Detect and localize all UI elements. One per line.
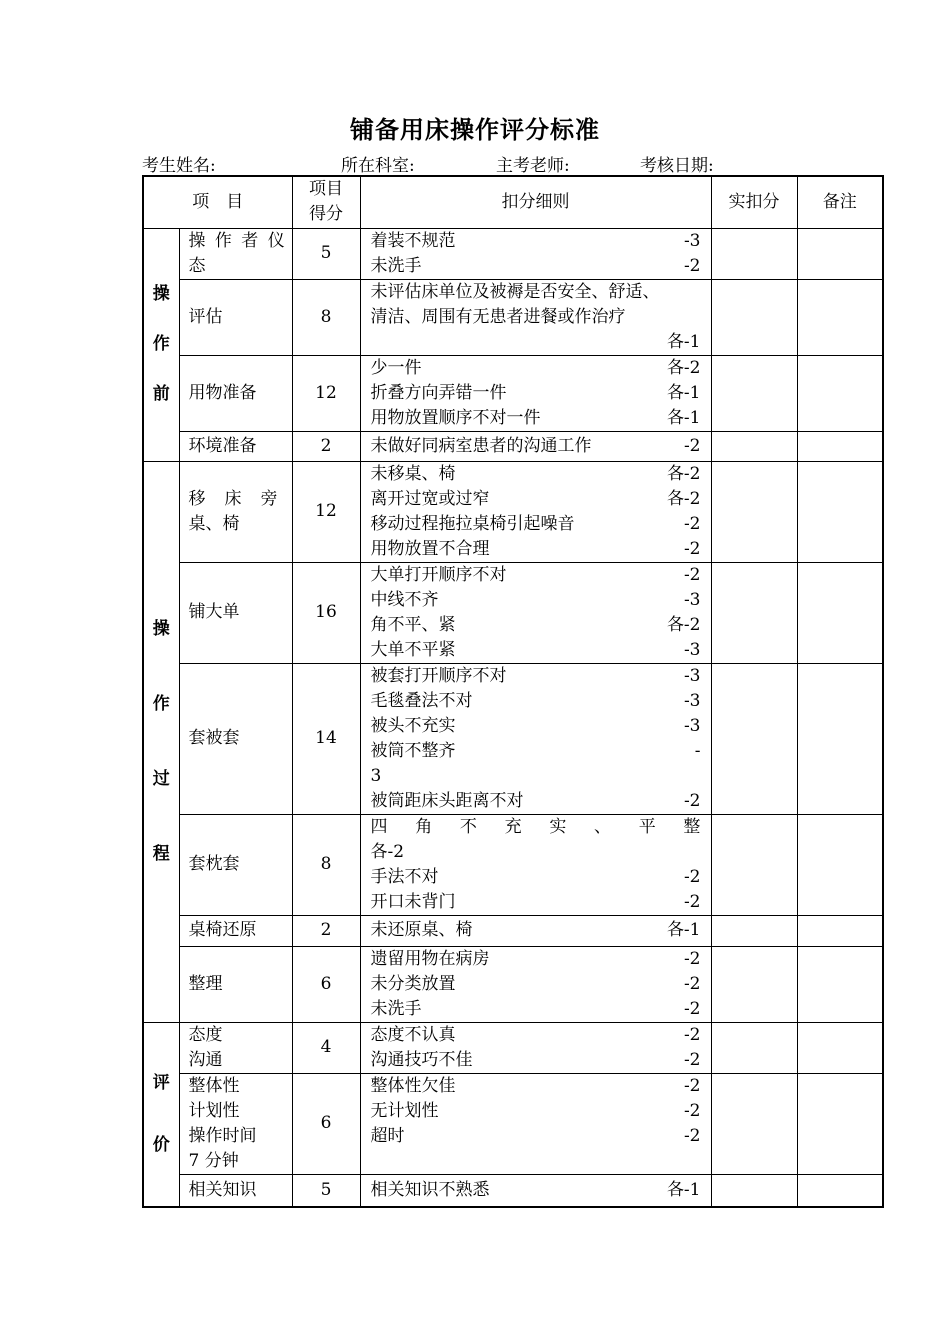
actual-cell bbox=[711, 1022, 797, 1073]
item-cell: 评估 bbox=[179, 279, 292, 355]
item-cell: 整体性 计划性 操作时间 7 分钟 bbox=[179, 1073, 292, 1174]
actual-cell bbox=[711, 228, 797, 279]
score-cell: 8 bbox=[292, 814, 360, 915]
table-row bbox=[143, 663, 883, 814]
actual-cell bbox=[711, 461, 797, 562]
scoring-table bbox=[142, 175, 884, 1208]
header-detail: 扣分细则 bbox=[360, 176, 711, 228]
examinee-label: 考生姓名: bbox=[142, 156, 216, 176]
item-cell: 套枕套 bbox=[179, 814, 292, 915]
score-cell: 2 bbox=[292, 431, 360, 461]
item-cell: 相关知识 bbox=[179, 1174, 292, 1207]
table-row bbox=[143, 814, 883, 915]
examiner-label: 主考老师: bbox=[496, 156, 570, 176]
actual-cell bbox=[711, 355, 797, 431]
table-row bbox=[143, 461, 883, 562]
department-label: 所在科室: bbox=[341, 156, 415, 176]
actual-cell bbox=[711, 431, 797, 461]
actual-cell bbox=[711, 814, 797, 915]
actual-cell bbox=[711, 915, 797, 946]
remark-cell bbox=[797, 1022, 883, 1073]
table-row bbox=[143, 431, 883, 461]
item-cell: 套被套 bbox=[179, 663, 292, 814]
detail-cell: 四 角 不 充 实 、 平 整 各-2 手法不对 -2 开口未背门 -2 bbox=[360, 814, 711, 915]
remark-cell bbox=[797, 915, 883, 946]
detail-cell: 未移桌、椅 各-2 离开过宽或过窄 各-2 移动过程拖拉桌椅引起噪音 -2 用物放置不合理 -2 bbox=[360, 461, 711, 562]
table-row bbox=[143, 1022, 883, 1073]
header-item: 项 目 bbox=[143, 176, 292, 228]
detail-cell: 被套打开顺序不对 -3 毛毯叠法不对 -3 被头不充实 -3 被筒不整齐 - 3 被筒距床头距离不对 -2 bbox=[360, 663, 711, 814]
table-row bbox=[143, 1073, 883, 1174]
remark-cell bbox=[797, 431, 883, 461]
actual-cell bbox=[711, 663, 797, 814]
score-cell: 6 bbox=[292, 1073, 360, 1174]
item-cell: 桌椅还原 bbox=[179, 915, 292, 946]
remark-cell bbox=[797, 663, 883, 814]
item-cell: 铺大单 bbox=[179, 562, 292, 663]
score-cell: 5 bbox=[292, 1174, 360, 1207]
remark-cell bbox=[797, 814, 883, 915]
detail-cell: 未还原桌、椅 各-1 bbox=[360, 915, 711, 946]
score-cell: 12 bbox=[292, 355, 360, 431]
detail-cell: 遗留用物在病房 -2 未分类放置 -2 未洗手 -2 bbox=[360, 946, 711, 1022]
remark-cell bbox=[797, 1174, 883, 1207]
detail-cell: 相关知识不熟悉 各-1 bbox=[360, 1174, 711, 1207]
detail-cell: 态度不认真 -2 沟通技巧不佳 -2 bbox=[360, 1022, 711, 1073]
actual-cell bbox=[711, 946, 797, 1022]
header-actual: 实扣分 bbox=[711, 176, 797, 228]
detail-cell: 未做好同病室患者的沟通工作 -2 bbox=[360, 431, 711, 461]
date-label: 考核日期: bbox=[640, 156, 714, 176]
score-cell: 8 bbox=[292, 279, 360, 355]
item-cell: 移 床 旁 桌、椅 bbox=[179, 461, 292, 562]
score-cell: 4 bbox=[292, 1022, 360, 1073]
table-row bbox=[143, 946, 883, 1022]
score-cell: 6 bbox=[292, 946, 360, 1022]
detail-cell: 整体性欠佳 -2 无计划性 -2 超时 -2 bbox=[360, 1073, 711, 1174]
table-row bbox=[143, 355, 883, 431]
remark-cell bbox=[797, 279, 883, 355]
actual-cell bbox=[711, 562, 797, 663]
table-row bbox=[143, 562, 883, 663]
detail-cell: 大单打开顺序不对 -2 中线不齐 -3 角不平、紧 各-2 大单不平紧 -3 bbox=[360, 562, 711, 663]
table-row bbox=[143, 279, 883, 355]
item-cell: 用物准备 bbox=[179, 355, 292, 431]
header-remark: 备注 bbox=[797, 176, 883, 228]
header-row bbox=[143, 176, 883, 228]
remark-cell bbox=[797, 355, 883, 431]
item-cell: 整理 bbox=[179, 946, 292, 1022]
score-cell: 12 bbox=[292, 461, 360, 562]
section-eval: 评 价 bbox=[143, 1022, 179, 1207]
actual-cell bbox=[711, 1174, 797, 1207]
detail-cell: 着装不规范 -3 未洗手 -2 bbox=[360, 228, 711, 279]
item-cell: 操 作 者 仪 态 bbox=[179, 228, 292, 279]
actual-cell bbox=[711, 279, 797, 355]
detail-cell: 少一件 各-2 折叠方向弄错一件 各-1 用物放置顺序不对一件 各-1 bbox=[360, 355, 711, 431]
page-title: 铺备用床操作评分标准 bbox=[350, 115, 600, 144]
item-cell: 环境准备 bbox=[179, 431, 292, 461]
remark-cell bbox=[797, 461, 883, 562]
score-cell: 5 bbox=[292, 228, 360, 279]
item-cell: 态度 沟通 bbox=[179, 1022, 292, 1073]
remark-cell bbox=[797, 228, 883, 279]
table-row bbox=[143, 1174, 883, 1207]
score-cell: 2 bbox=[292, 915, 360, 946]
section-pre: 操 作 前 bbox=[143, 228, 179, 461]
score-cell: 14 bbox=[292, 663, 360, 814]
actual-cell bbox=[711, 1073, 797, 1174]
table-row bbox=[143, 228, 883, 279]
score-cell: 16 bbox=[292, 562, 360, 663]
table-row bbox=[143, 915, 883, 946]
remark-cell bbox=[797, 946, 883, 1022]
header-score: 项目 得分 bbox=[292, 176, 360, 228]
remark-cell bbox=[797, 562, 883, 663]
detail-cell: 未评估床单位及被褥是否安全、舒适、 清洁、周围有无患者进餐或作治疗 各-1 bbox=[360, 279, 711, 355]
section-process: 操 作 过 程 bbox=[143, 461, 179, 1022]
remark-cell bbox=[797, 1073, 883, 1174]
